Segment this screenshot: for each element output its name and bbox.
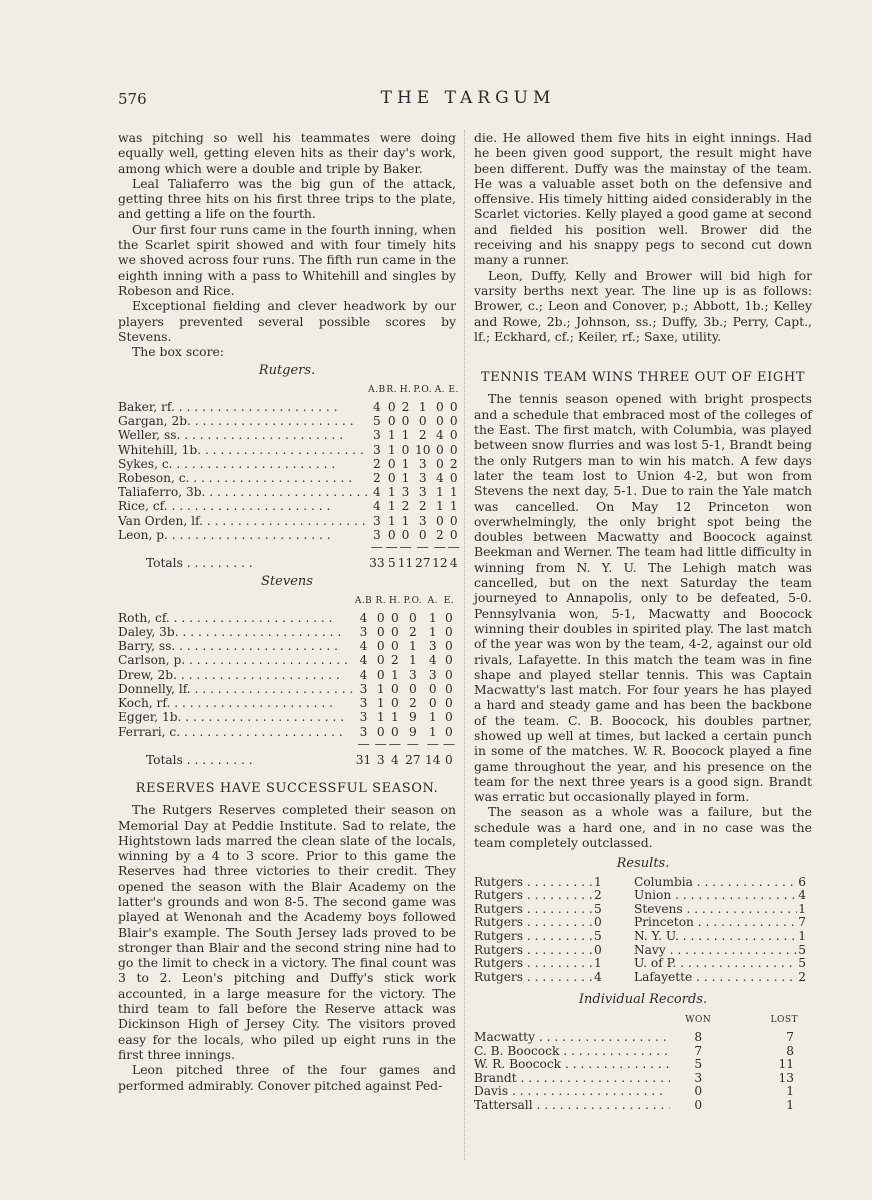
box-row <box>118 710 456 724</box>
right-column <box>474 130 812 1113</box>
stat-cell: 1 <box>387 442 396 457</box>
stat-cell: 3 <box>428 639 437 654</box>
stat-cell: 1 <box>376 681 385 696</box>
paragraph: Leon, Duffy, Kelly and Brower will bid high for varsity berths next year. The line up is as follows: Brower, c.; Leon and Conover, p.; Abbott, 1b.; Kelley and Rowe, 2b.; Johnson, ss.; Duffy, 3b.; Perry, Capt., lf.; Eckhard, cf.; Keiler, rf.; Saxe, utility. <box>474 267 812 344</box>
tennis-heading: TENNIS TEAM WINS THREE OUT OF EIGHT <box>480 370 806 386</box>
stat-cell: 1 <box>376 696 385 711</box>
stat-cell: 4 <box>436 428 444 443</box>
team-name: Rutgers . . . <box>474 930 594 944</box>
column-header: R. <box>375 595 387 606</box>
won-count: 5 <box>694 1057 703 1072</box>
record-row <box>474 1072 812 1086</box>
opponent-name: Stevens . . . <box>634 903 797 917</box>
stat-cell: 1 <box>409 639 417 654</box>
column-header: A.B <box>354 595 373 606</box>
stat-cell: 0 <box>445 696 453 711</box>
stat-cell: 0 <box>449 400 458 415</box>
stat-cell: 0 <box>449 428 458 443</box>
won-count: 3 <box>694 1070 703 1085</box>
lost-count: 1 <box>786 1097 794 1112</box>
stat-cell: 0 <box>445 625 453 640</box>
player-name: Robeson, c. . . . <box>118 471 368 485</box>
player-name: Baker, rf. . . . <box>118 400 368 414</box>
stat-cell: 0 <box>436 414 444 429</box>
dash-row <box>118 739 456 749</box>
stat-cell: 0 <box>445 724 453 739</box>
box-row <box>118 668 456 682</box>
stat-cell: 3 <box>359 625 368 640</box>
record-row <box>474 1099 812 1113</box>
stat-cell: 0 <box>391 625 399 640</box>
stat-cell: 0 <box>391 610 399 625</box>
dash-cell <box>118 542 368 552</box>
dash-cell: — <box>447 540 460 555</box>
player-name: Koch, rf. . . . <box>118 696 353 710</box>
stat-cell: 9 <box>409 710 417 725</box>
lost-count: 11 <box>778 1057 794 1072</box>
player-name: Drew, 2b. . . . <box>118 668 353 682</box>
team-name: Rutgers . . . <box>474 903 594 917</box>
stat-cell: 0 <box>376 724 385 739</box>
stat-cell: 0 <box>436 456 444 471</box>
stat-cell: 1 <box>376 710 385 725</box>
stat-cell: 3 <box>372 513 381 528</box>
record-row <box>474 1085 812 1099</box>
team-score: 0 <box>594 915 602 930</box>
player-name: Whitehill, 1b. . . . <box>118 443 368 457</box>
results-title: Results. <box>616 856 670 872</box>
opponent-name: Union . . . <box>634 889 797 903</box>
column-header: H. <box>389 595 401 606</box>
stat-cell: 0 <box>445 667 453 682</box>
stat-cell: 1 <box>387 485 396 500</box>
dash-cell: — <box>406 736 419 751</box>
won-count: 8 <box>694 1030 703 1044</box>
paragraph: The tennis season opened with bright prospects and a schedule that embraced most of the colleges of the East. The first match, with Columbia, was played between snow flurries and was lost 5-1, Brandt being the only Rutgers man to win his match. A few days later the team lost to Union 4-2, but won from Stevens the next day, 5-1. Due to rain the Yale match was cancelled. On May 12 Princeton won overwhelmingly, the only bright spot being the doubles between Macwatty and Boocock against Beekman and Werner. The team had little difficulty in winning from N. Y. U. The Lehigh match was cancelled, but on the next Saturday the team journeyed to Annapolis, only to be defeated, 5-0. Pennsylvania won, 5-1, Macwatty and Boocock winning their doubles in spirited play. The last match of the year was won by the team, 4-2, against our old rivals, Lafayette. In this match the team was in fine shape and played stellar tennis. This was Captain Macwatty's last match. For four years he has played a hard and steady game and has been the backbone of the team. C. B. Boocock, his doubles partner, showed up well at times, but lacked a certain punch in some of the matches. W. R. Boocock played a fine game throughout the year, and his presence on the team for the next three years is a good sign. Brandt was erratic but occasionally played in form. <box>474 391 812 805</box>
stat-cell: 2 <box>418 499 427 514</box>
stat-cell: 3 <box>418 456 427 471</box>
column-header: E. <box>448 384 459 395</box>
stat-cell: 0 <box>391 696 399 711</box>
stevens-box-score <box>118 594 456 767</box>
player-name: Gargan, 2b. . . . <box>118 414 368 428</box>
player-name: Taliaferro, 3b. . . . <box>118 485 368 499</box>
team-name: Rutgers . . . <box>474 916 594 930</box>
results-table <box>474 876 812 985</box>
stat-cell: 0 <box>376 639 385 654</box>
stat-cell: 9 <box>409 724 417 739</box>
total-cell: 33 <box>369 556 385 571</box>
reserves-heading: RESERVES HAVE SUCCESSFUL SEASON. <box>135 780 439 796</box>
box-row <box>118 400 460 414</box>
box-row <box>118 696 456 710</box>
opponent-score: 1 <box>798 901 806 916</box>
stat-cell: 0 <box>376 653 385 668</box>
stat-cell: 4 <box>359 653 368 668</box>
stat-cell: 0 <box>387 400 396 415</box>
stat-cell: 0 <box>449 414 458 429</box>
records-table <box>474 1012 812 1113</box>
stat-cell: 4 <box>359 667 368 682</box>
column-header: E. <box>443 595 455 606</box>
stat-cell: 2 <box>391 653 399 668</box>
player-name: Macwatty . . . <box>474 1031 670 1045</box>
box-row <box>118 443 460 457</box>
stat-cell: 3 <box>418 513 427 528</box>
paragraph: Exceptional fielding and clever headwork by our players prevented several possible scores by Stevens. <box>118 298 456 344</box>
total-cell: 27 <box>405 752 421 767</box>
player-name: Leon, p. . . . <box>118 528 368 542</box>
stat-cell: 0 <box>387 456 396 471</box>
dash-cell: — <box>426 736 439 751</box>
stat-cell: 3 <box>359 696 368 711</box>
stat-cell: 0 <box>428 681 437 696</box>
total-cell: 3 <box>376 752 385 767</box>
paragraph: die. He allowed them five hits in eight innings. Had he been given good support, the result might have been different. Duffy was the mainstay of the team. He was a valuable asset both on the defensive and offensive. His timely hitting aided considerably in the Scarlet victories. Kelly played a good game at second and fielded his position well. Brower did the receiving and his snappy pegs to second cut down many a runner. <box>474 130 812 268</box>
stat-cell: 0 <box>418 527 427 542</box>
stat-cell: 0 <box>445 639 453 654</box>
stat-cell: 4 <box>428 653 437 668</box>
paragraph: Leon pitched three of the four games and performed admirably. Conover pitched against Ped- <box>118 1062 456 1093</box>
box-row <box>118 457 460 471</box>
stat-cell: 2 <box>409 625 417 640</box>
stat-cell: 0 <box>445 653 453 668</box>
paragraph: The Rutgers Reserves completed their season on Memorial Day at Peddie Institute. Sad to relate, the Hightstown lads marred the clean slate of the locals, winning by a 4 to 3 score. Prior to this game the Reserves had three victories to their credit. They opened the season with the Blair Academy on the latter's grounds and won 8-5. The second game was played at Wenonah and the Academy boys followed Blair's example. The South Jersey lads proved to be stronger than Blair and the second string nine had to go the limit to check in a victory. The final count was 3 to 2. Leon's pitching and Duffy's stick work accounted, in a large measure for the victory. The third team to fall before the Reserve attack was Dickinson High of Jersey City. The visitors proved easy for the locals, who piled up eight runs in the first three innings. <box>118 802 456 1062</box>
result-row <box>474 971 812 985</box>
opponent-name: Princeton . . . <box>634 916 797 930</box>
player-name: Ferrari, c. . . . <box>118 725 353 739</box>
player-name: Daley, 3b. . . . <box>118 625 353 639</box>
team-name: Rutgers . . . <box>474 971 594 985</box>
total-cell: 31 <box>355 752 372 767</box>
stat-cell: 3 <box>359 724 368 739</box>
stat-cell: 0 <box>436 513 444 528</box>
record-row <box>474 1058 812 1072</box>
records-rows <box>474 1031 812 1113</box>
column-header: LOST <box>770 1014 798 1025</box>
stat-cell: 4 <box>372 499 381 514</box>
stat-cell: 0 <box>436 400 444 415</box>
dash-cell: — <box>442 736 455 751</box>
stat-cell: 1 <box>428 610 437 625</box>
total-cell: 5 <box>387 556 396 571</box>
page-header <box>118 90 818 112</box>
stat-cell: 0 <box>387 471 396 486</box>
result-row <box>474 876 812 890</box>
stat-cell: 1 <box>449 485 458 500</box>
opponent-name: Lafayette . . . <box>634 971 797 985</box>
stat-cell: 0 <box>445 710 453 725</box>
opponent-score: 1 <box>798 929 806 944</box>
stat-cell: 3 <box>428 667 437 682</box>
total-cell: 11 <box>397 556 414 571</box>
stat-cell: 4 <box>359 610 368 625</box>
column-header <box>118 594 353 611</box>
opponent-score: 7 <box>798 915 806 930</box>
team-name: Rutgers . . . <box>474 944 594 958</box>
totals-label: Totals . . . <box>118 749 353 767</box>
stat-cell: 2 <box>401 499 410 514</box>
stat-cell: 1 <box>387 428 396 443</box>
total-cell: 4 <box>391 752 399 767</box>
records-title: Individual Records. <box>578 992 708 1008</box>
column-header: WON <box>685 1014 712 1025</box>
record-row <box>474 1031 812 1045</box>
player-name: Barry, ss. . . . <box>118 639 353 653</box>
stat-cell: 1 <box>387 513 396 528</box>
player-name: Sykes, c. . . . <box>118 457 368 471</box>
totals-row <box>118 749 456 767</box>
opponent-score: 4 <box>798 888 806 903</box>
stat-cell: 0 <box>401 527 410 542</box>
stat-cell: 0 <box>391 681 399 696</box>
result-row <box>474 903 812 917</box>
page-number: 576 <box>118 90 147 108</box>
player-name: Van Orden, lf. . . . <box>118 514 368 528</box>
stat-cell: 0 <box>387 414 396 429</box>
stevens-rows <box>118 611 456 767</box>
dash-cell: — <box>416 540 429 555</box>
stat-cell: 0 <box>387 527 396 542</box>
opponent-score: 2 <box>798 969 806 984</box>
paragraph: was pitching so well his teammates were doing equally well, getting eleven hits as their day's work, among which were a double and triple by Baker. <box>118 130 456 176</box>
stat-cell: 0 <box>445 681 453 696</box>
stat-cell: 0 <box>449 442 458 457</box>
stat-cell: 0 <box>391 724 399 739</box>
rutgers-rows <box>118 400 460 570</box>
player-name: Carlson, p. . . . <box>118 653 353 667</box>
stat-cell: 1 <box>391 710 399 725</box>
stat-cell: 0 <box>449 513 458 528</box>
paragraph: Our first four runs came in the fourth inning, when the Scarlet spirit showed and with four timely hits we shoved across four runs. The fifth run came in the eighth inning with a pass to Whitehill and singles by Robeson and Rice. <box>118 221 456 298</box>
dash-cell: — <box>399 540 412 555</box>
lost-count: 13 <box>778 1070 794 1085</box>
stat-cell: 0 <box>376 625 385 640</box>
result-row <box>474 916 812 930</box>
won-count: 0 <box>694 1097 703 1112</box>
stat-cell: 1 <box>436 485 444 500</box>
player-name: Rice, cf. . . . <box>118 499 368 513</box>
opponent-score: 6 <box>798 874 806 889</box>
box-row <box>118 611 456 625</box>
team-name: Rutgers . . . <box>474 876 594 890</box>
stat-cell: 10 <box>414 442 431 457</box>
stat-cell: 0 <box>428 696 437 711</box>
team-score: 4 <box>594 969 602 984</box>
player-name: Tattersall . . . <box>474 1099 670 1113</box>
stat-cell: 3 <box>418 471 427 486</box>
stat-cell: 1 <box>401 471 410 486</box>
stat-cell: 3 <box>401 485 410 500</box>
total-cell: 14 <box>425 752 441 767</box>
result-row <box>474 889 812 903</box>
paragraph: The box score: <box>132 344 225 360</box>
dash-row <box>118 542 460 552</box>
player-name: Egger, 1b. . . . <box>118 710 353 724</box>
box-row <box>118 725 456 739</box>
box-row <box>118 428 460 442</box>
lost-count: 8 <box>786 1043 794 1058</box>
box-row <box>118 499 460 513</box>
stat-cell: 0 <box>436 442 444 457</box>
opponent-name: U. of P. . . . <box>634 957 797 971</box>
team-score: 1 <box>594 874 602 889</box>
player-name: Weller, ss. . . . <box>118 428 368 442</box>
stat-cell: 0 <box>418 414 427 429</box>
stat-cell: 1 <box>409 653 417 668</box>
totals-label: Totals . . . <box>118 552 368 570</box>
total-cell: 4 <box>449 556 458 571</box>
dash-cell: — <box>433 540 446 555</box>
stat-cell: 2 <box>372 471 381 486</box>
team-score: 0 <box>594 942 602 957</box>
stat-cell: 2 <box>436 527 444 542</box>
stat-cell: 2 <box>401 400 410 415</box>
column-divider <box>464 130 466 1160</box>
record-row <box>474 1045 812 1059</box>
box-row <box>118 653 456 667</box>
player-name: Donnelly, lf. . . . <box>118 682 353 696</box>
stat-cell: 0 <box>449 527 458 542</box>
box-row <box>118 471 460 485</box>
box-row <box>118 682 456 696</box>
column-header: A. <box>427 595 438 606</box>
dash-cell: — <box>374 736 387 751</box>
stat-cell: 1 <box>436 499 444 514</box>
stat-cell: 3 <box>372 442 381 457</box>
stat-cell: 1 <box>387 499 396 514</box>
box-row <box>118 514 460 528</box>
left-column <box>118 130 460 1093</box>
total-cell: 27 <box>414 556 431 571</box>
lost-count: 7 <box>786 1030 794 1044</box>
stat-cell: 0 <box>409 681 417 696</box>
running-title: THE TARGUM <box>380 88 556 108</box>
stat-cell: 0 <box>376 610 385 625</box>
stat-cell: 0 <box>401 442 410 457</box>
stat-cell: 0 <box>391 639 399 654</box>
column-header: H. <box>399 384 412 395</box>
stat-cell: 4 <box>436 471 444 486</box>
opponent-score: 5 <box>798 956 806 971</box>
player-name: C. B. Boocock . . . <box>474 1045 670 1059</box>
total-cell: 12 <box>432 556 448 571</box>
stat-cell: 1 <box>428 625 437 640</box>
stat-cell: 1 <box>401 456 410 471</box>
box-row <box>118 414 460 428</box>
lost-count: 1 <box>786 1084 794 1099</box>
team-name: Rutgers . . . <box>474 889 594 903</box>
stat-cell: 3 <box>372 527 381 542</box>
column-header: R. <box>386 384 398 395</box>
stat-cell: 0 <box>449 471 458 486</box>
column-header: P.O. <box>413 384 433 395</box>
won-count: 0 <box>694 1084 703 1099</box>
player-name: Roth, cf. . . . <box>118 611 353 625</box>
stat-cell: 3 <box>409 667 417 682</box>
stat-cell: 1 <box>401 513 410 528</box>
box-row <box>118 625 456 639</box>
totals-row <box>118 552 460 570</box>
stat-cell: 0 <box>445 610 453 625</box>
column-header: A.B <box>368 384 386 395</box>
opponent-score: 5 <box>798 942 806 957</box>
paragraph: The season as a whole was a failure, but the schedule was a hard one, and in no case was the team completely outclassed. <box>474 804 812 851</box>
opponent-name: N. Y. U. . . . <box>634 930 797 944</box>
stat-cell: 3 <box>359 710 368 725</box>
stat-cell: 2 <box>409 696 417 711</box>
stat-cell: 0 <box>409 610 417 625</box>
stat-cell: 3 <box>418 485 427 500</box>
stat-cell: 2 <box>418 428 427 443</box>
player-name: W. R. Boocock . . . <box>474 1058 670 1072</box>
opponent-name: Navy . . . <box>634 944 797 958</box>
stat-cell: 1 <box>449 499 458 514</box>
dash-cell: — <box>357 736 370 751</box>
stat-cell: 1 <box>428 710 437 725</box>
column-header <box>474 1012 670 1031</box>
team-score: 1 <box>594 956 602 971</box>
team-score: 5 <box>594 901 602 916</box>
stat-cell: 4 <box>372 400 381 415</box>
stat-cell: 4 <box>372 485 381 500</box>
stat-cell: 2 <box>449 456 458 471</box>
stat-cell: 1 <box>401 428 410 443</box>
column-header: P.O. <box>403 595 423 606</box>
opponent-name: Columbia . . . <box>634 876 797 890</box>
dash-cell: — <box>388 736 401 751</box>
stat-cell: 0 <box>401 414 410 429</box>
dash-cell: — <box>385 540 398 555</box>
team-score: 5 <box>594 929 602 944</box>
stat-cell: 2 <box>372 456 381 471</box>
dash-cell: — <box>370 540 383 555</box>
stat-cell: 1 <box>391 667 399 682</box>
box-row <box>118 485 460 499</box>
rutgers-box-score <box>118 383 460 571</box>
stat-cell: 3 <box>372 428 381 443</box>
dash-cell <box>118 739 353 749</box>
won-count: 7 <box>694 1043 703 1058</box>
column-header: A. <box>434 384 446 395</box>
box-row <box>118 639 456 653</box>
column-header <box>118 383 368 400</box>
result-row <box>474 944 812 958</box>
player-name: Davis . . . <box>474 1085 670 1099</box>
stevens-table-title: Stevens <box>261 574 313 590</box>
stat-cell: 5 <box>372 414 381 429</box>
result-row <box>474 957 812 971</box>
stat-cell: 3 <box>359 681 368 696</box>
result-row <box>474 930 812 944</box>
team-score: 2 <box>594 888 602 903</box>
total-cell: 0 <box>445 752 453 767</box>
paragraph: Leal Taliaferro was the big gun of the attack, getting three hits on his first three trips to the plate, and getting a life on the fourth. <box>118 175 456 222</box>
rutgers-table-title: Rutgers. <box>258 363 316 379</box>
results-rows <box>474 876 812 985</box>
stat-cell: 0 <box>376 667 385 682</box>
stat-cell: 1 <box>428 724 437 739</box>
team-name: Rutgers . . . <box>474 957 594 971</box>
stat-cell: 1 <box>418 400 427 415</box>
stat-cell: 4 <box>359 639 368 654</box>
player-name: Brandt . . . <box>474 1072 670 1086</box>
